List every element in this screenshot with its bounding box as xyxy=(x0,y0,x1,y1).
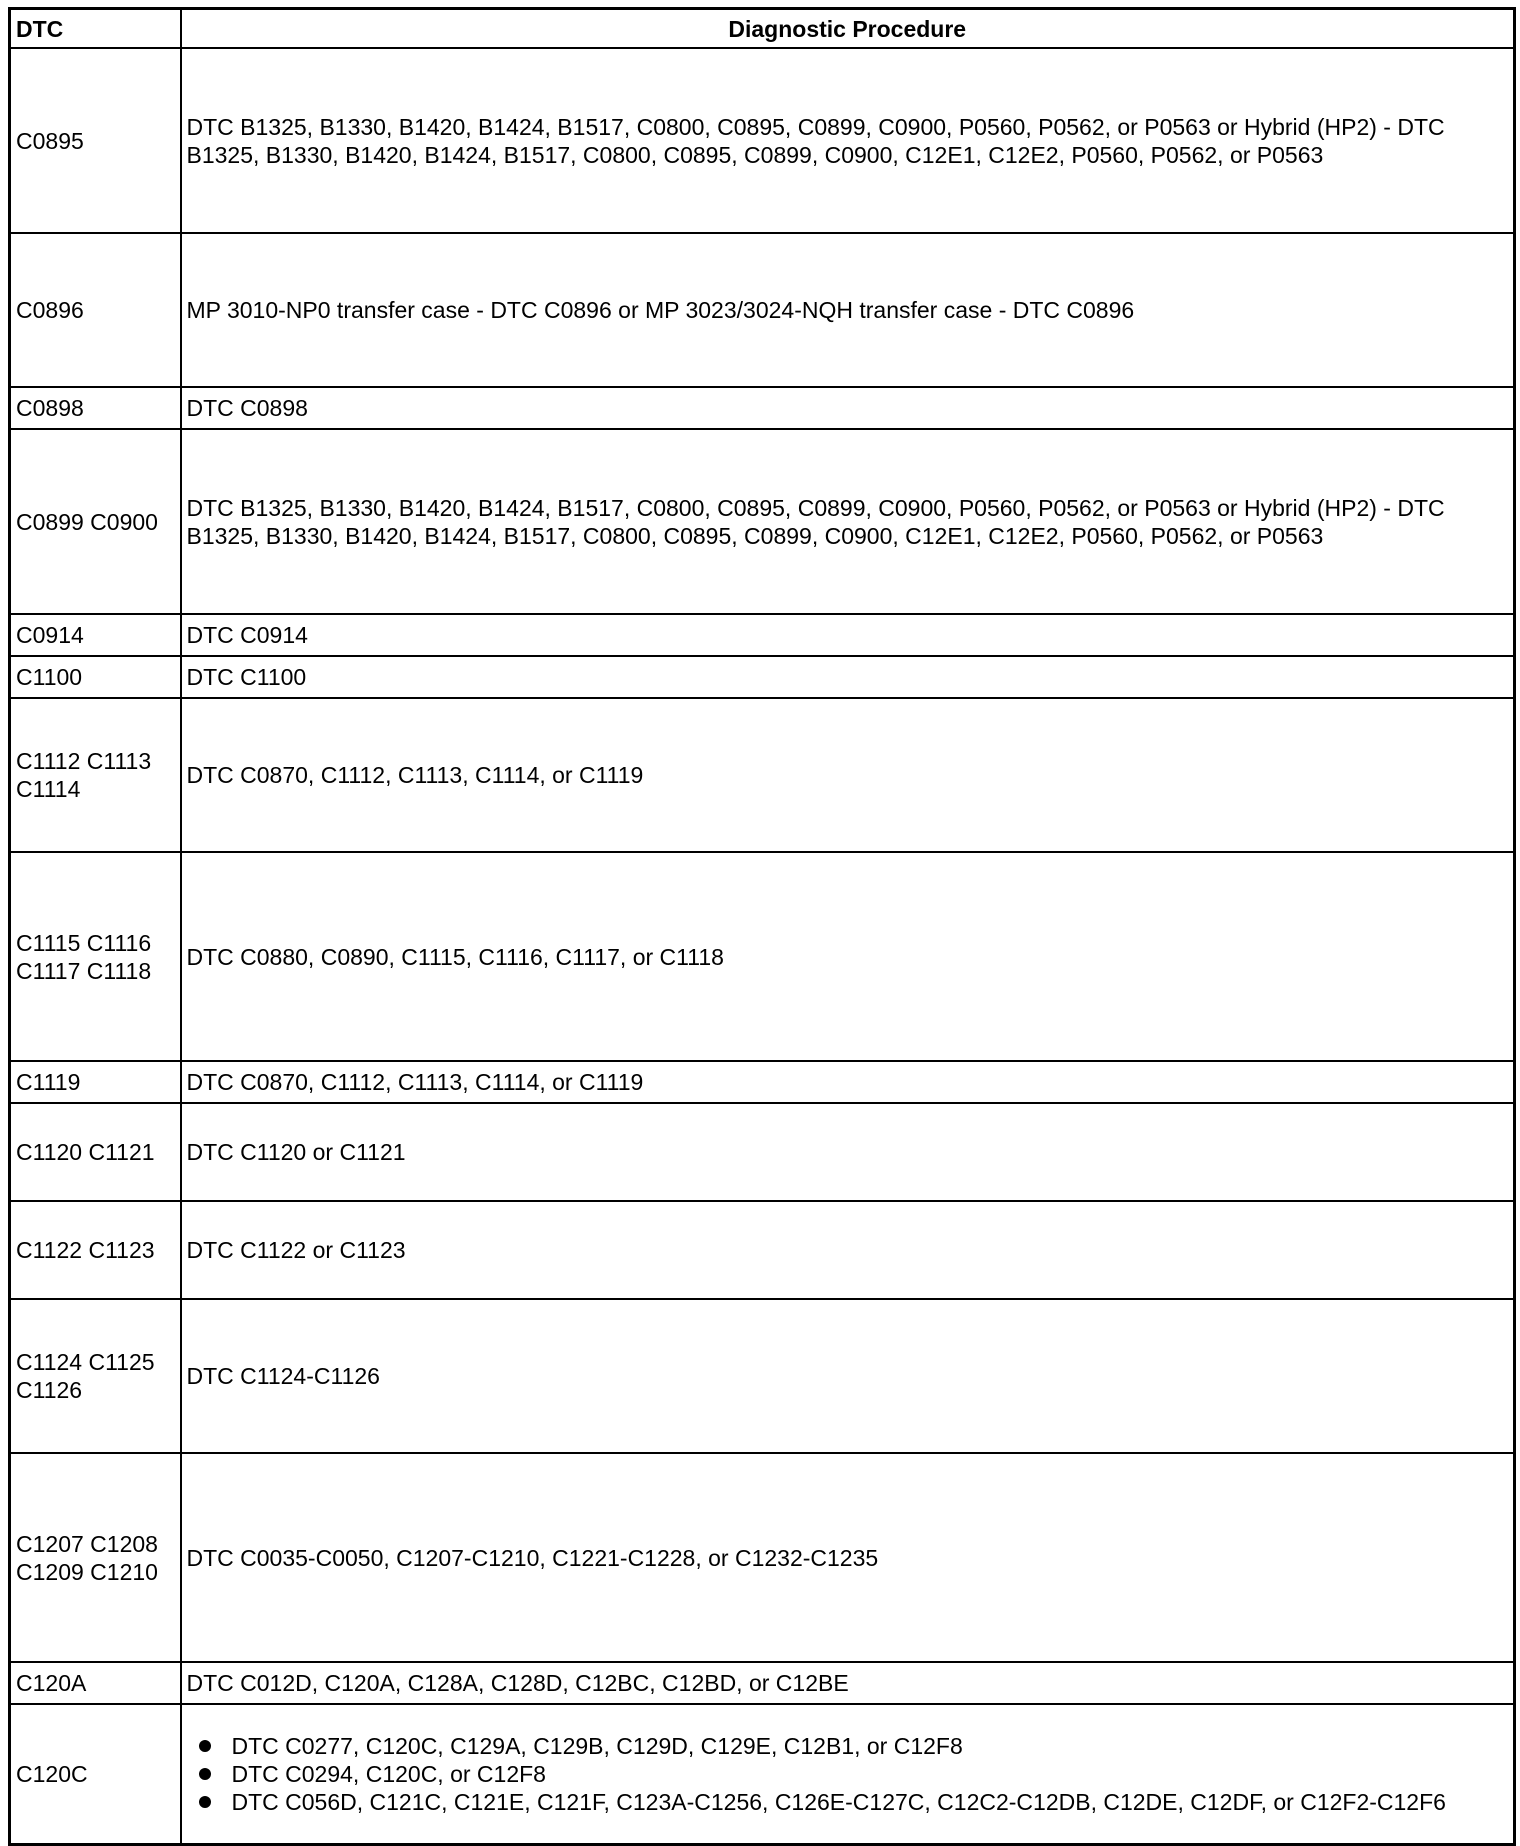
dtc-code: C120C xyxy=(10,1704,181,1844)
dtc-code-cell xyxy=(10,1103,181,1201)
dtc-code: C1117 xyxy=(16,957,81,984)
table-row xyxy=(10,233,1515,387)
dtc-code: C120A xyxy=(10,1662,181,1704)
dtc-code: C0896 xyxy=(16,297,84,323)
procedure-line: or xyxy=(618,297,639,323)
dtc-code: C1123 xyxy=(88,1237,155,1263)
procedure-line: or xyxy=(1217,494,1238,521)
dtc-code-cell xyxy=(10,698,181,852)
dtc-code: C1121 xyxy=(88,1139,155,1165)
table-row xyxy=(10,1103,1515,1201)
dtc-code: C1207 xyxy=(16,1530,84,1557)
table-row xyxy=(10,387,1515,429)
table-row xyxy=(10,698,1515,852)
table-row xyxy=(10,1704,1515,1844)
procedure-line: Hybrid (HP2) - DTC B1325, B1330, B1420, B1424, B1517, C0800, C0895, C0899, C0900, C12E1, C12E2, P0560, P0562, or P0563 xyxy=(186,494,1445,549)
table-row xyxy=(10,1662,1515,1704)
dtc-code: C1118 xyxy=(86,957,152,984)
dtc-code: C1208 xyxy=(90,1530,158,1557)
dtc-code: C1122 xyxy=(16,1237,83,1263)
procedure-cell xyxy=(181,233,1515,387)
dtc-code: C1114 xyxy=(16,776,81,802)
dtc-code: C1120 xyxy=(16,1139,83,1165)
procedure-bullet: DTC C0294, C120C, or C12F8 xyxy=(232,1760,1509,1788)
procedure-cell xyxy=(181,429,1515,614)
dtc-code-cell xyxy=(10,48,181,233)
procedure-line: DTC B1325, B1330, B1420, B1424, B1517, C0800, C0895, C0899, C0900, P0560, P0562, or P0563 xyxy=(186,494,1211,521)
dtc-code: C1124 xyxy=(16,1349,83,1375)
dtc-code: C0914 xyxy=(10,614,181,656)
table-row xyxy=(10,614,1515,656)
dtc-code: C1113 xyxy=(86,748,152,774)
table-row xyxy=(10,1061,1515,1103)
procedure-line: MP 3010-NP0 transfer case - DTC C0896 xyxy=(186,297,612,323)
dtc-code: C1125 xyxy=(88,1349,155,1375)
procedure-line: DTC C0870, C1112, C1113, C1114, or C1119 xyxy=(181,1061,1515,1103)
dtc-code: C0898 xyxy=(10,387,181,429)
dtc-code: C1115 xyxy=(16,929,81,956)
table-row xyxy=(10,852,1515,1061)
dtc-code-cell xyxy=(10,1299,181,1453)
dtc-code-cell xyxy=(10,852,181,1061)
table-row xyxy=(10,1453,1515,1662)
dtc-code: C1126 xyxy=(16,1377,83,1403)
table-row xyxy=(10,48,1515,233)
dtc-code-cell xyxy=(10,1201,181,1299)
column-header-diagnostic-procedure: Diagnostic Procedure xyxy=(181,9,1515,49)
procedure-line: DTC C1100 xyxy=(181,656,1515,698)
dtc-code: C0899 xyxy=(16,508,84,535)
dtc-code: C1210 xyxy=(90,1558,158,1585)
procedure-line: DTC C0898 xyxy=(181,387,1515,429)
procedure-line: DTC C012D, C120A, C128A, C128D, C12BC, C12BD, or C12BE xyxy=(181,1662,1515,1704)
dtc-code: C1100 xyxy=(10,656,181,698)
dtc-code: C1112 xyxy=(16,748,81,774)
procedure-bullet: DTC C056D, C121C, C121E, C121F, C123A-C1256, C126E-C127C, C12C2-C12DB, C12DE, C12DF, or C12F2-C12F6 xyxy=(232,1788,1509,1816)
procedure-cell xyxy=(181,1704,1515,1844)
procedure-line: DTC C1120 or C1121 xyxy=(181,1103,1515,1201)
dtc-code-cell xyxy=(10,1453,181,1662)
dtc-code: C0895 xyxy=(16,127,84,154)
procedure-line: DTC B1325, B1330, B1420, B1424, B1517, C0800, C0895, C0899, C0900, P0560, P0562, or P0563 xyxy=(186,113,1211,140)
dtc-code-cell xyxy=(10,429,181,614)
dtc-table xyxy=(8,7,1516,1846)
procedure-line: DTC C0870, C1112, C1113, C1114, or C1119 xyxy=(181,698,1515,852)
dtc-code: C1209 xyxy=(16,1558,84,1585)
procedure-cell xyxy=(181,48,1515,233)
procedure-line: DTC C1124-C1126 xyxy=(181,1299,1515,1453)
column-header-dtc: DTC xyxy=(10,9,181,49)
procedure-bullet-list xyxy=(187,1732,1509,1816)
table-row xyxy=(10,1201,1515,1299)
dtc-code: C0900 xyxy=(90,508,158,535)
table-row xyxy=(10,656,1515,698)
procedure-line: DTC C0880, C0890, C1115, C1116, C1117, or C1118 xyxy=(181,852,1515,1061)
procedure-line: DTC C1122 or C1123 xyxy=(181,1201,1515,1299)
table-row xyxy=(10,1299,1515,1453)
table-row xyxy=(10,429,1515,614)
procedure-line: MP 3023/3024-NQH transfer case - DTC C0896 xyxy=(645,297,1135,323)
procedure-line: Hybrid (HP2) - DTC B1325, B1330, B1420, B1424, B1517, C0800, C0895, C0899, C0900, C12E1, C12E2, P0560, P0562, or P0563 xyxy=(186,113,1445,168)
header-row xyxy=(10,9,1515,49)
dtc-code: C1119 xyxy=(10,1061,181,1103)
procedure-line: DTC C0035-C0050, C1207-C1210, C1221-C1228, or C1232-C1235 xyxy=(181,1453,1515,1662)
procedure-line: or xyxy=(1217,113,1238,140)
dtc-code: C1116 xyxy=(86,929,152,956)
procedure-bullet: DTC C0277, C120C, C129A, C129B, C129D, C129E, C12B1, or C12F8 xyxy=(232,1732,1509,1760)
dtc-code-cell xyxy=(10,233,181,387)
procedure-line: DTC C0914 xyxy=(181,614,1515,656)
